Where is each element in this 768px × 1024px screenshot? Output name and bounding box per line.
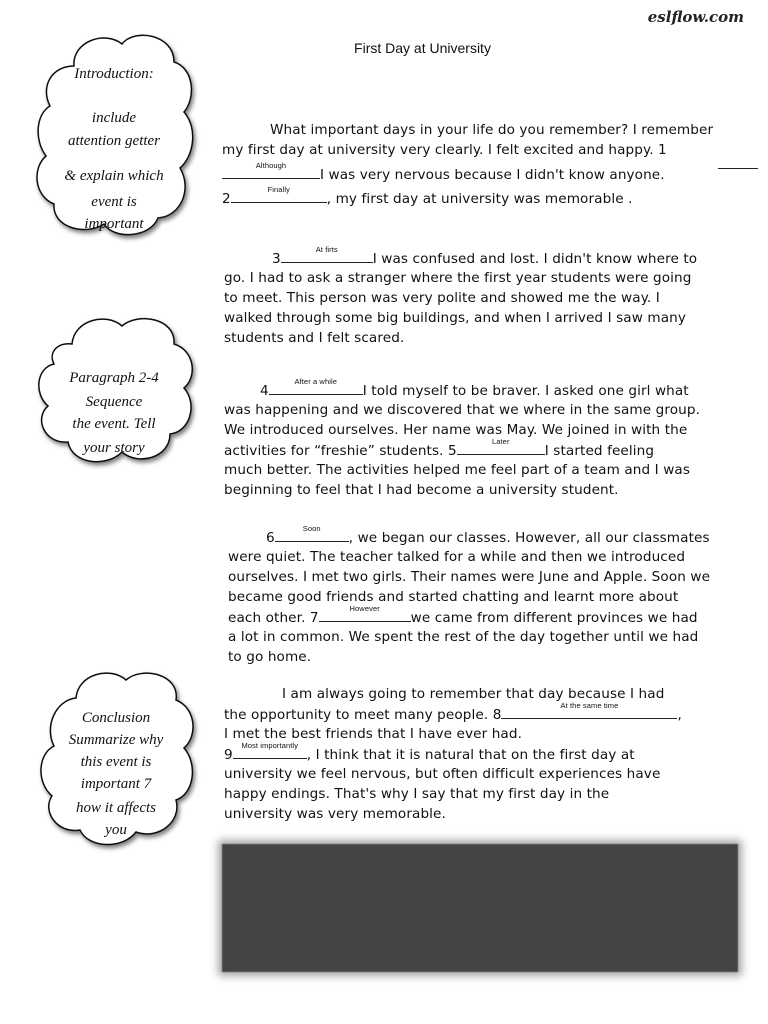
cloud-text-line: include	[91, 110, 137, 126]
cloud-text-line: how it affects	[76, 800, 156, 816]
text-line: to meet. This person was very polite and showed me the way. I	[224, 290, 660, 306]
blank-6[interactable]	[275, 524, 349, 542]
blank-9[interactable]	[233, 741, 307, 759]
answer-3: At firts	[315, 245, 338, 254]
answer-9: Most importantly	[241, 741, 299, 750]
item-number: 6	[266, 530, 275, 546]
answer-6: Soon	[302, 524, 321, 533]
text-line	[224, 437, 700, 460]
text-line: was happening and we discovered that we where in the same group.	[224, 402, 701, 418]
text-line: beginning to feel that I had become a university student.	[224, 482, 619, 498]
blank-1[interactable]	[222, 161, 320, 179]
text-segment: I was confused and lost. I didn't know where to	[372, 251, 698, 267]
text-line: I am always going to remember that day because I had	[282, 686, 665, 702]
cloud-text-line: important 7	[80, 776, 152, 792]
cloud-text-line: & explain which	[64, 168, 164, 184]
text-line: to go home.	[228, 649, 312, 665]
item-number: 9	[224, 747, 233, 763]
text-line: my first day at university very clearly. I felt excited and happy. 1	[222, 142, 667, 158]
text-line	[224, 701, 682, 724]
text-segment: ,	[677, 707, 682, 723]
image-placeholder	[222, 844, 738, 972]
text-segment: I told myself to be braver. I asked one girl what	[362, 383, 689, 399]
cloud-text-line: you	[105, 822, 127, 838]
text-line: I met the best friends that I have ever had.	[224, 726, 523, 742]
blank-5[interactable]	[457, 437, 545, 455]
text-line	[228, 524, 710, 547]
text-line: a lot in common. We spent the rest of the day together until we had	[228, 629, 699, 645]
blank-3[interactable]	[281, 245, 373, 263]
text-line: go. I had to ask a stranger where the first year students were going	[224, 270, 692, 286]
text-segment: I was very nervous because I didn't know anyone.	[320, 167, 665, 183]
text-line: walked through some big buildings, and when I arrived I saw many	[224, 310, 686, 326]
answer-2: Finally	[267, 185, 290, 194]
conclusion-cloud	[36, 668, 196, 848]
cloud-text-line: Summarize why	[68, 732, 164, 748]
paragraph-conclusion	[224, 684, 682, 824]
text-line: happy endings. That's why I say that my first day in the	[224, 786, 610, 802]
site-watermark: eslflow.com	[647, 8, 744, 26]
text-segment: , my first day at university was memorable .	[326, 191, 633, 207]
text-line: were quiet. The teacher talked for a while and then we introduced	[228, 549, 686, 565]
answer-7: However	[349, 604, 380, 613]
text-line	[222, 185, 713, 208]
cloud-heading: Paragraph 2-4	[69, 370, 159, 386]
paragraph-3	[224, 377, 701, 500]
answer-8: At the same time	[560, 701, 619, 710]
paragraph-4	[228, 524, 711, 667]
page-title: First Day at University	[354, 40, 491, 56]
intro-cloud	[34, 28, 194, 238]
answer-5: Later	[491, 437, 510, 446]
item-number: 3	[272, 251, 281, 267]
text-line: We introduced ourselves. Her name was May. We joined in with the	[224, 422, 688, 438]
paragraph-intro	[222, 120, 713, 208]
cloud-text-line: event is	[91, 194, 137, 210]
text-line: university we feel nervous, but often difficult experiences have	[224, 766, 661, 782]
text-line: students and I felt scared.	[224, 330, 405, 346]
cloud-text-line: attention getter	[67, 133, 161, 149]
blank-7[interactable]	[319, 604, 411, 622]
blank-line	[718, 168, 758, 169]
text-line: university was very memorable.	[224, 806, 446, 822]
text-line	[224, 377, 700, 400]
text-segment: the opportunity to meet many people. 8	[224, 707, 502, 723]
answer-4: After a while	[294, 377, 338, 386]
blank-4[interactable]	[269, 377, 363, 395]
text-line	[224, 245, 698, 268]
text-segment: , we began our classes. However, all our classmates	[348, 530, 710, 546]
text-line: What important days in your life do you remember? I remember	[270, 122, 714, 138]
item-number: 2	[222, 191, 231, 207]
text-line: ourselves. I met two girls. Their names were June and Apple. Soon we	[228, 569, 711, 585]
body-cloud	[34, 314, 194, 464]
cloud-text-line: this event is	[80, 754, 152, 770]
text-line	[228, 604, 710, 627]
text-line	[224, 741, 682, 764]
text-line: much better. The activities helped me feel part of a team and I was	[224, 462, 691, 478]
text-segment: each other. 7	[228, 610, 319, 626]
text-segment: activities for “freshie” students. 5	[224, 443, 457, 459]
text-segment: we came from different provinces we had	[410, 610, 698, 626]
blank-8[interactable]	[501, 701, 677, 719]
cloud-text-line: the event. Tell	[72, 416, 156, 432]
cloud-heading: Introduction:	[74, 66, 154, 82]
cloud-text-line: important	[84, 216, 144, 232]
cloud-text-line: Sequence	[85, 394, 143, 410]
paragraph-2	[224, 245, 698, 348]
text-segment: , I think that it is natural that on the first day at	[306, 747, 635, 763]
item-number: 4	[260, 383, 269, 399]
cloud-text-line: your story	[83, 440, 145, 456]
text-line: became good friends and started chatting and learnt more about	[228, 589, 679, 605]
cloud-heading: Conclusion	[81, 710, 151, 726]
blank-2[interactable]	[231, 185, 327, 203]
text-segment: I started feeling	[544, 443, 655, 459]
answer-1: Although	[255, 161, 287, 170]
